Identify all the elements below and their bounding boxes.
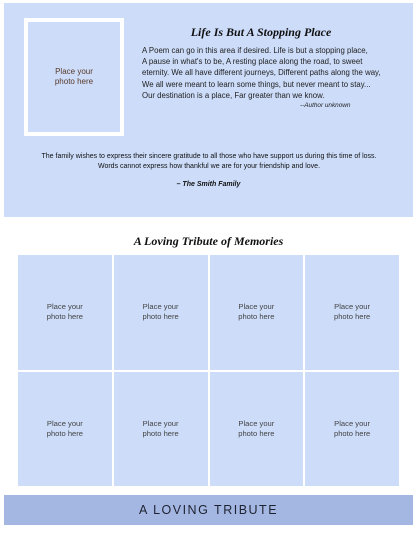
photo-cell-line1: Place your	[238, 418, 275, 428]
photo-cell-line2: photo here	[46, 312, 84, 322]
photo-cell[interactable]	[114, 372, 208, 487]
family-thanks-text: The family wishes to express their sincere gratitude to all those who have support us during this time of loss. Words cannot express how thankful we are for your friendship and love.	[41, 153, 377, 170]
photo-cell-line2: photo here	[238, 428, 275, 438]
gallery-title: A Loving Tribute of Memories	[133, 234, 284, 248]
program-page	[4, 3, 413, 534]
photo-grid	[18, 255, 399, 486]
photo-cell[interactable]	[18, 255, 112, 370]
poem-line: We all were meant to learn some things, but never meant to stay...	[142, 79, 371, 89]
photo-cell[interactable]	[114, 255, 208, 370]
photo-cell[interactable]	[210, 255, 304, 370]
photo-cell-line1: Place your	[334, 302, 371, 312]
footer-banner	[4, 495, 413, 525]
photo-cell-line2: photo here	[142, 312, 179, 322]
photo-cell-line2: photo here	[46, 428, 84, 438]
photo-cell-line1: Place your	[142, 302, 179, 312]
photo-placeholder-line1: Place your	[55, 67, 93, 76]
photo-cell-line2: photo here	[238, 312, 275, 322]
footer-title: A LOVING TRIBUTE	[138, 503, 279, 517]
photo-cell[interactable]	[305, 255, 399, 370]
photo-cell[interactable]	[18, 372, 112, 487]
photo-cell-line1: Place your	[334, 418, 371, 428]
poem-text	[142, 45, 400, 101]
photo-cell[interactable]	[305, 372, 399, 487]
photo-cell-line2: photo here	[333, 312, 371, 322]
photo-placeholder-line2: photo here	[54, 77, 94, 86]
poem-title: Life Is But A Stopping Place	[190, 25, 332, 39]
poem-line: A pause in what's to be, A resting place along the road, to sweet	[142, 57, 363, 67]
photo-cell-line1: Place your	[46, 418, 83, 428]
poem-line: eternity. We all have different journeys, Different paths along the way,	[142, 68, 381, 78]
main-photo-placeholder[interactable]	[28, 22, 120, 132]
family-signature: – The Smith Family	[176, 181, 241, 188]
photo-cell-line1: Place your	[238, 302, 275, 312]
photo-cell-line1: Place your	[142, 418, 179, 428]
photo-cell-line2: photo here	[333, 428, 371, 438]
main-photo-frame[interactable]	[24, 18, 124, 136]
top-panel	[4, 3, 413, 217]
poem-author: --Author unknown	[300, 102, 351, 109]
poem-line: Our destination is a place, Far greater than we know.	[142, 90, 325, 100]
photo-cell-line1: Place your	[46, 302, 83, 312]
poem-line: A Poem can go in this area if desired. Life is but a stopping place,	[142, 46, 368, 55]
photo-cell-line2: photo here	[142, 428, 179, 438]
photo-cell[interactable]	[210, 372, 304, 487]
